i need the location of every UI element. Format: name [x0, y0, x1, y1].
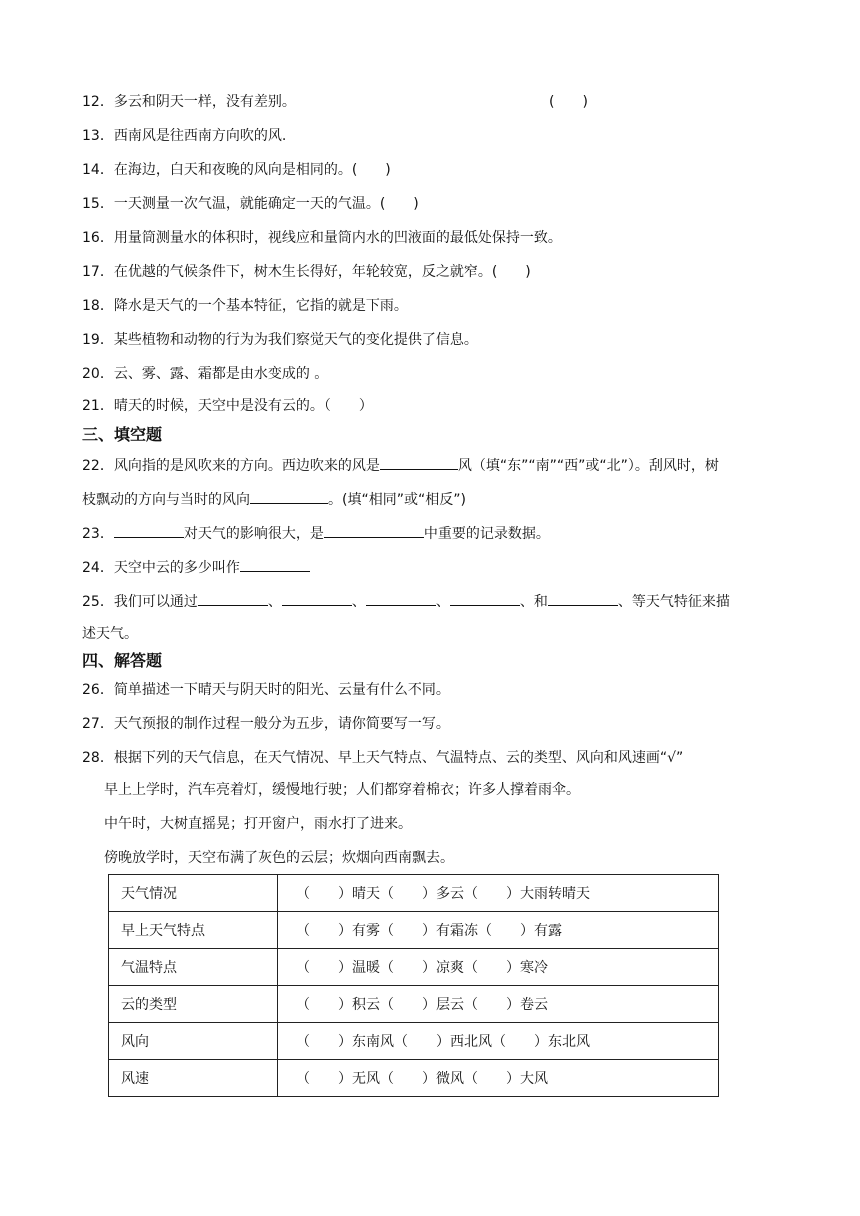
question-number: 25． — [82, 594, 114, 610]
question-number: 27． — [82, 716, 114, 732]
question-number: 16． — [82, 230, 114, 246]
question-number: 22． — [82, 458, 114, 474]
question-text: 我们可以通过 — [113, 594, 198, 610]
question-text: 在优越的气候条件下，树木生长得好，年轮较宽，反之就窄。( ) — [113, 264, 531, 280]
separator: 、 — [267, 594, 282, 610]
question-text: 枝飘动的方向与当时的风向 — [82, 492, 250, 508]
row-options[interactable]: （ ）东南风（ ）西北风（ ）东北风 — [278, 1023, 719, 1060]
question-text: 晴天的时候，天空中是没有云的。（ ） — [113, 398, 373, 414]
row-label: 天气情况 — [109, 875, 278, 912]
question-25-line-2 — [82, 624, 138, 644]
question-text: 风向指的是风吹来的方向。西边吹来的风是 — [113, 458, 380, 474]
row-options[interactable]: （ ）无风（ ）微风（ ）大风 — [278, 1060, 719, 1097]
question-number: 19． — [82, 332, 114, 348]
row-label: 云的类型 — [109, 986, 278, 1023]
question-22-line-2 — [82, 488, 466, 510]
question-text: 用量筒测量水的体积时，视线应和量筒内水的凹液面的最低处保持一致。 — [113, 230, 562, 246]
question-number: 12． — [82, 94, 114, 110]
question-text: 。(填“相同”或“相反”) — [328, 492, 466, 508]
table-row — [109, 912, 719, 949]
row-label: 风速 — [109, 1060, 278, 1097]
fill-blank[interactable] — [548, 590, 618, 606]
weather-info-evening: 傍晚放学时，天空布满了灰色的云层；炊烟向西南飘去。 — [104, 850, 454, 866]
weather-info-noon: 中午时，大树直摇晃；打开窗户，雨水打了进来。 — [104, 816, 412, 832]
weather-checklist-table — [108, 874, 719, 1097]
separator: 、 — [351, 594, 366, 610]
question-20 — [82, 364, 328, 384]
section-3-title: 三、填空题 — [82, 425, 163, 444]
fill-blank[interactable] — [198, 590, 268, 606]
separator: 、 — [435, 594, 450, 610]
fill-blank[interactable] — [114, 522, 184, 538]
question-17 — [82, 262, 531, 282]
question-18 — [82, 296, 408, 316]
question-12 — [82, 92, 296, 112]
fill-blank[interactable] — [380, 454, 458, 470]
fill-blank[interactable] — [250, 488, 328, 504]
question-text: 述天气。 — [82, 626, 138, 642]
question-number: 17． — [82, 264, 114, 280]
question-28 — [82, 748, 683, 768]
question-21 — [82, 396, 373, 416]
question-text: 西南风是往西南方向吹的风. — [113, 128, 287, 144]
question-text: 云、雾、露、霜都是由水变成的 。 — [113, 366, 329, 382]
question-number: 13． — [82, 128, 114, 144]
question-14 — [82, 160, 391, 180]
question-number: 26． — [82, 682, 114, 698]
question-23 — [82, 522, 550, 544]
table-row — [109, 875, 719, 912]
fill-blank[interactable] — [366, 590, 436, 606]
question-number: 15． — [82, 196, 114, 212]
question-26 — [82, 680, 450, 700]
question-22-line-1 — [82, 454, 719, 476]
question-text: 某些植物和动物的行为为我们察觉天气的变化提供了信息。 — [113, 332, 478, 348]
question-text: 根据下列的天气信息，在天气情况、早上天气特点、气温特点、云的类型、风向和风速画“√” — [113, 750, 684, 766]
question-text: 天气预报的制作过程一般分为五步，请你简要写一写。 — [113, 716, 450, 732]
table-row — [109, 949, 719, 986]
answer-parentheses: ( ) — [549, 94, 588, 110]
question-number: 21． — [82, 398, 114, 414]
row-options[interactable]: （ ）有雾（ ）有霜冻（ ）有露 — [278, 912, 719, 949]
question-text: 一天测量一次气温，就能确定一天的气温。( ) — [113, 196, 419, 212]
question-number: 28． — [82, 750, 114, 766]
question-text: 风（填“东”“南”“西”或“北”）。刮风时，树 — [457, 458, 719, 474]
table-row — [109, 1060, 719, 1097]
separator: 、和 — [519, 594, 548, 610]
question-number: 24． — [82, 560, 114, 576]
question-number: 14． — [82, 162, 114, 178]
table-row — [109, 1023, 719, 1060]
fill-blank[interactable] — [240, 556, 310, 572]
question-number: 23． — [82, 526, 114, 542]
question-number: 18． — [82, 298, 114, 314]
question-13 — [82, 126, 286, 146]
question-text: 天空中云的多少叫作 — [113, 560, 240, 576]
weather-info-morning: 早上上学时，汽车亮着灯，缓慢地行驶；人们都穿着棉衣；许多人撑着雨伞。 — [104, 782, 580, 798]
question-24 — [82, 556, 310, 578]
table-row — [109, 986, 719, 1023]
question-15 — [82, 194, 419, 214]
question-27 — [82, 714, 450, 734]
row-options[interactable]: （ ）晴天（ ）多云（ ）大雨转晴天 — [278, 875, 719, 912]
fill-blank[interactable] — [324, 522, 424, 538]
row-options[interactable]: （ ）积云（ ）层云（ ）卷云 — [278, 986, 719, 1023]
question-number: 20． — [82, 366, 114, 382]
question-text: 、等天气特征来描 — [617, 594, 730, 610]
row-options[interactable]: （ ）温暖（ ）凉爽（ ）寒冷 — [278, 949, 719, 986]
question-text: 降水是天气的一个基本特征，它指的就是下雨。 — [113, 298, 408, 314]
section-4-title: 四、解答题 — [82, 651, 163, 670]
question-16 — [82, 228, 562, 248]
question-text: 简单描述一下晴天与阴天时的阳光、云量有什么不同。 — [113, 682, 450, 698]
question-text: 对天气的影响很大，是 — [183, 526, 324, 542]
question-text: 多云和阴天一样，没有差别。 — [113, 94, 296, 110]
fill-blank[interactable] — [450, 590, 520, 606]
question-19 — [82, 330, 478, 350]
row-label: 早上天气特点 — [109, 912, 278, 949]
question-text: 在海边，白天和夜晚的风向是相同的。( ) — [113, 162, 391, 178]
row-label: 气温特点 — [109, 949, 278, 986]
fill-blank[interactable] — [282, 590, 352, 606]
question-text: 中重要的记录数据。 — [423, 526, 550, 542]
row-label: 风向 — [109, 1023, 278, 1060]
question-25-line-1 — [82, 590, 730, 612]
